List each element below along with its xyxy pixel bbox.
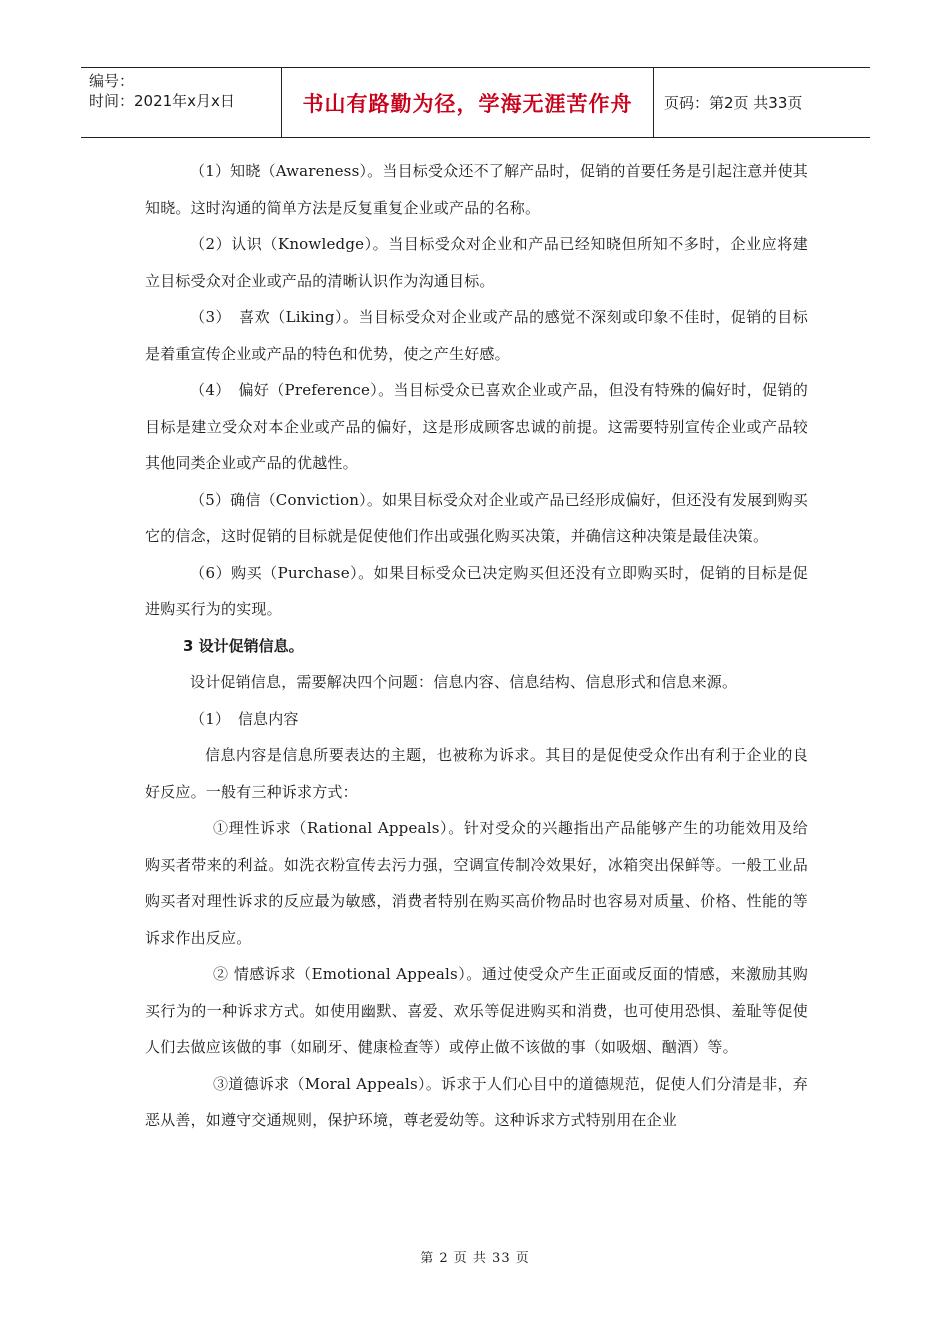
subheading-message-content: （1） 信息内容 [190,709,299,728]
paragraph-design-intro: 设计促销信息，需要解决四个问题：信息内容、信息结构、信息形式和信息来源。 [190,673,738,691]
header-motto: 书山有路勤为径，学海无涯苦作舟 [282,68,654,137]
document-date: 时间：2021年x月x日 [89,92,235,110]
paragraph-awareness: （1）知晓（Awareness）。当目标受众还不了解产品时，促销的首要任务是引起注意并使其知晓。这时沟通的简单方法是反复重复企业或产品的名称。 [145,162,808,217]
paragraph-preference: （4） 偏好（Preference）。当目标受众已喜欢企业或产品，但没有特殊的偏好时，促销的目标是建立受众对本企业或产品的偏好，这是形成顾客忠诚的前提。这需要特别宣传企业或产品较其他同类企业或产品的优越性。 [145,381,808,472]
paragraph-conviction: （5）确信（Conviction）。如果目标受众对企业或产品已经形成偏好，但还没有发展到购买它的信念，这时促销的目标就是促使他们作出或强化购买决策，并确信这种决策是最佳决策。 [145,490,808,545]
section-heading-design-message: 3 设计促销信息。 [183,636,304,655]
document-number-label: 编号： [89,72,135,90]
page-footer: 第 2 页 共 33 页 [420,1251,530,1266]
paragraph-liking: （3） 喜欢（Liking）。当目标受众对企业或产品的感觉不深刻或印象不佳时，促销的目标是着重宣传企业或产品的特色和优势，使之产生好感。 [145,308,808,363]
page-header [81,67,870,138]
header-page-info: 页码：第2页 共33页 [664,94,803,112]
paragraph-message-content: 信息内容是信息所要表达的主题，也被称为诉求。其目的是促使受众作出有利于企业的良好反应。一般有三种诉求方式： [145,746,808,801]
paragraph-rational-appeals: ①理性诉求（Rational Appeals）。针对受众的兴趣指出产品能够产生的功能效用及给购买者带来的利益。如洗衣粉宣传去污力强，空调宣传制冷效果好，冰箱突出保鲜等。一般工业品购买者对理性诉求的反应最为敏感，消费者特别在购买高价物品时也容易对质量、价格、性能的等诉求作出反应。 [145,819,808,947]
paragraph-emotional-appeals: ② 情感诉求（Emotional Appeals）。通过使受众产生正面或反面的情感，来激励其购买行为的一种诉求方式。如使用幽默、喜爱、欢乐等促进购买和消费，也可使用恐惧、羞耻等促使人们去做应该做的事（如刷牙、健康检查等）或停止做不该做的事（如吸烟、酗酒）等。 [145,965,808,1056]
paragraph-moral-appeals: ③道德诉求（Moral Appeals）。诉求于人们心目中的道德规范，促使人们分清是非，弃恶从善，如遵守交通规则，保护环境，尊老爱幼等。这种诉求方式特别用在企业 [145,1074,808,1129]
document-body [145,153,808,1139]
paragraph-knowledge: （2）认识（Knowledge）。当目标受众对企业和产品已经知晓但所知不多时，企业应将建立目标受众对企业或产品的清晰认识作为沟通目标。 [145,235,808,290]
paragraph-purchase: （6）购买（Purchase）。如果目标受众已决定购买但还没有立即购买时，促销的目标是促进购买行为的实现。 [145,563,808,618]
header-meta [81,68,282,137]
